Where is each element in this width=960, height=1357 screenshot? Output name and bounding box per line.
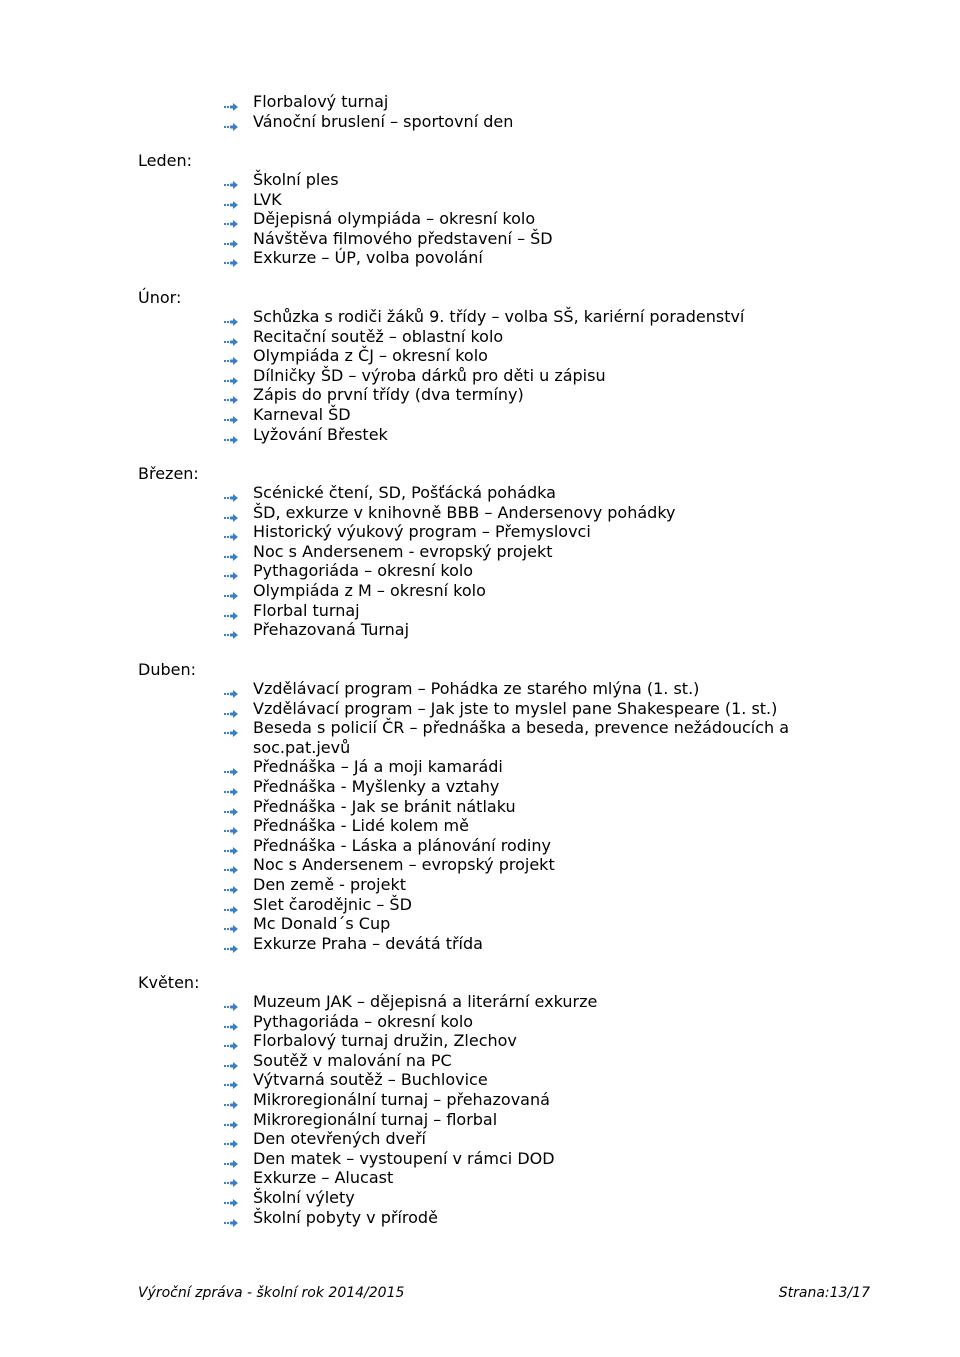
arrow-bullet-icon xyxy=(224,547,238,557)
arrow-bullet-icon xyxy=(224,1173,238,1183)
list-item: Florbalový turnaj družin, Zlechov xyxy=(224,1031,824,1051)
list-item: Vánoční bruslení – sportovní den xyxy=(224,112,824,132)
arrow-bullet-icon xyxy=(224,253,238,263)
list-item: Historický výukový program – Přemyslovci xyxy=(224,522,824,542)
footer-page-number: Strana:13/17 xyxy=(778,1285,870,1301)
list-item: Exkurze Praha – devátá třída xyxy=(224,934,824,954)
list-item: Den země - projekt xyxy=(224,875,824,895)
arrow-bullet-icon xyxy=(224,919,238,929)
arrow-bullet-icon xyxy=(224,234,238,244)
list-duben xyxy=(224,679,824,953)
list-december xyxy=(224,92,824,131)
month-label-unor: Únor: xyxy=(138,288,182,307)
list-item: Noc s Andersenem - evropský projekt xyxy=(224,542,824,562)
arrow-bullet-icon xyxy=(224,1213,238,1223)
month-label-leden: Leden: xyxy=(138,151,193,170)
list-item: Vzdělávací program – Jak jste to myslel pane Shakespeare (1. st.) xyxy=(224,699,824,719)
list-item: Přehazovaná Turnaj xyxy=(224,620,824,640)
arrow-bullet-icon xyxy=(224,860,238,870)
arrow-bullet-icon xyxy=(224,586,238,596)
list-item: Návštěva filmového představení – ŠD xyxy=(224,229,824,249)
arrow-bullet-icon xyxy=(224,566,238,576)
arrow-bullet-icon xyxy=(224,841,238,851)
footer-report-title: Výroční zpráva - školní rok 2014/2015 xyxy=(138,1285,405,1301)
list-item: Scénické čtení, SD, Pošťácká pohádka xyxy=(224,483,824,503)
arrow-bullet-icon xyxy=(224,821,238,831)
list-item: Mc Donald´s Cup xyxy=(224,914,824,934)
list-item: Noc s Andersenem – evropský projekt xyxy=(224,855,824,875)
list-item: Zápis do první třídy (dva termíny) xyxy=(224,385,824,405)
arrow-bullet-icon xyxy=(224,488,238,498)
arrow-bullet-icon xyxy=(224,782,238,792)
arrow-bullet-icon xyxy=(224,1193,238,1203)
arrow-bullet-icon xyxy=(224,195,238,205)
arrow-bullet-icon xyxy=(224,606,238,616)
arrow-bullet-icon xyxy=(224,410,238,420)
list-leden xyxy=(224,170,824,268)
list-item: Školní ples xyxy=(224,170,824,190)
arrow-bullet-icon xyxy=(224,332,238,342)
list-item: Výtvarná soutěž – Buchlovice xyxy=(224,1070,824,1090)
list-item: Lyžování Břestek xyxy=(224,425,824,445)
list-item: Přednáška - Lidé kolem mě xyxy=(224,816,824,836)
arrow-bullet-icon xyxy=(224,723,238,733)
list-item: Karneval ŠD xyxy=(224,405,824,425)
arrow-bullet-icon xyxy=(224,430,238,440)
arrow-bullet-icon xyxy=(224,117,238,127)
list-item: Mikroregionální turnaj – přehazovaná xyxy=(224,1090,824,1110)
arrow-bullet-icon xyxy=(224,1036,238,1046)
arrow-bullet-icon xyxy=(224,880,238,890)
list-item: Olympiáda z M – okresní kolo xyxy=(224,581,824,601)
arrow-bullet-icon xyxy=(224,1075,238,1085)
list-item: Slet čarodějnic – ŠD xyxy=(224,895,824,915)
month-label-brezen: Březen: xyxy=(138,464,199,483)
month-label-duben: Duben: xyxy=(138,660,196,679)
month-label-kveten: Květen: xyxy=(138,973,200,992)
arrow-bullet-icon xyxy=(224,1095,238,1105)
list-item: ŠD, exkurze v knihovně BBB – Andersenovy pohádky xyxy=(224,503,824,523)
list-item: Soutěž v malování na PC xyxy=(224,1051,824,1071)
list-item: Školní pobyty v přírodě xyxy=(224,1208,824,1228)
arrow-bullet-icon xyxy=(224,214,238,224)
arrow-bullet-icon xyxy=(224,390,238,400)
arrow-bullet-icon xyxy=(224,1056,238,1066)
list-item: Přednáška - Myšlenky a vztahy xyxy=(224,777,824,797)
arrow-bullet-icon xyxy=(224,1115,238,1125)
arrow-bullet-icon xyxy=(224,802,238,812)
list-item: Přednáška - Láska a plánování rodiny xyxy=(224,836,824,856)
arrow-bullet-icon xyxy=(224,997,238,1007)
list-item: Přednáška - Jak se bránit nátlaku xyxy=(224,797,824,817)
list-item: Olympiáda z ČJ – okresní kolo xyxy=(224,346,824,366)
arrow-bullet-icon xyxy=(224,97,238,107)
list-item: Školní výlety xyxy=(224,1188,824,1208)
arrow-bullet-icon xyxy=(224,684,238,694)
list-brezen xyxy=(224,483,824,640)
arrow-bullet-icon xyxy=(224,527,238,537)
list-item: Vzdělávací program – Pohádka ze starého mlýna (1. st.) xyxy=(224,679,824,699)
list-item: Den matek – vystoupení v rámci DOD xyxy=(224,1149,824,1169)
list-item: Dílničky ŠD – výroba dárků pro děti u zápisu xyxy=(224,366,824,386)
list-item: Florbalový turnaj xyxy=(224,92,824,112)
arrow-bullet-icon xyxy=(224,1017,238,1027)
list-item: Schůzka s rodiči žáků 9. třídy – volba SŠ, kariérní poradenství xyxy=(224,307,824,327)
list-item: Pythagoriáda – okresní kolo xyxy=(224,561,824,581)
list-item: Recitační soutěž – oblastní kolo xyxy=(224,327,824,347)
list-item: Beseda s policií ČR – přednáška a beseda, prevence nežádoucích a soc.pat.jevů xyxy=(224,718,824,757)
list-item: Den otevřených dveří xyxy=(224,1129,824,1149)
list-kveten xyxy=(224,992,824,1227)
list-item: Mikroregionální turnaj – florbal xyxy=(224,1110,824,1130)
list-item: Florbal turnaj xyxy=(224,601,824,621)
list-item: Exkurze – ÚP, volba povolání xyxy=(224,248,824,268)
arrow-bullet-icon xyxy=(224,762,238,772)
arrow-bullet-icon xyxy=(224,312,238,322)
arrow-bullet-icon xyxy=(224,351,238,361)
arrow-bullet-icon xyxy=(224,900,238,910)
list-item: Pythagoriáda – okresní kolo xyxy=(224,1012,824,1032)
arrow-bullet-icon xyxy=(224,625,238,635)
arrow-bullet-icon xyxy=(224,371,238,381)
list-item: Exkurze – Alucast xyxy=(224,1168,824,1188)
list-item: Přednáška – Já a moji kamarádi xyxy=(224,757,824,777)
list-unor xyxy=(224,307,824,444)
arrow-bullet-icon xyxy=(224,508,238,518)
list-item: LVK xyxy=(224,190,824,210)
list-item: Muzeum JAK – dějepisná a literární exkurze xyxy=(224,992,824,1012)
arrow-bullet-icon xyxy=(224,939,238,949)
arrow-bullet-icon xyxy=(224,1134,238,1144)
arrow-bullet-icon xyxy=(224,1154,238,1164)
arrow-bullet-icon xyxy=(224,704,238,714)
arrow-bullet-icon xyxy=(224,175,238,185)
list-item: Dějepisná olympiáda – okresní kolo xyxy=(224,209,824,229)
